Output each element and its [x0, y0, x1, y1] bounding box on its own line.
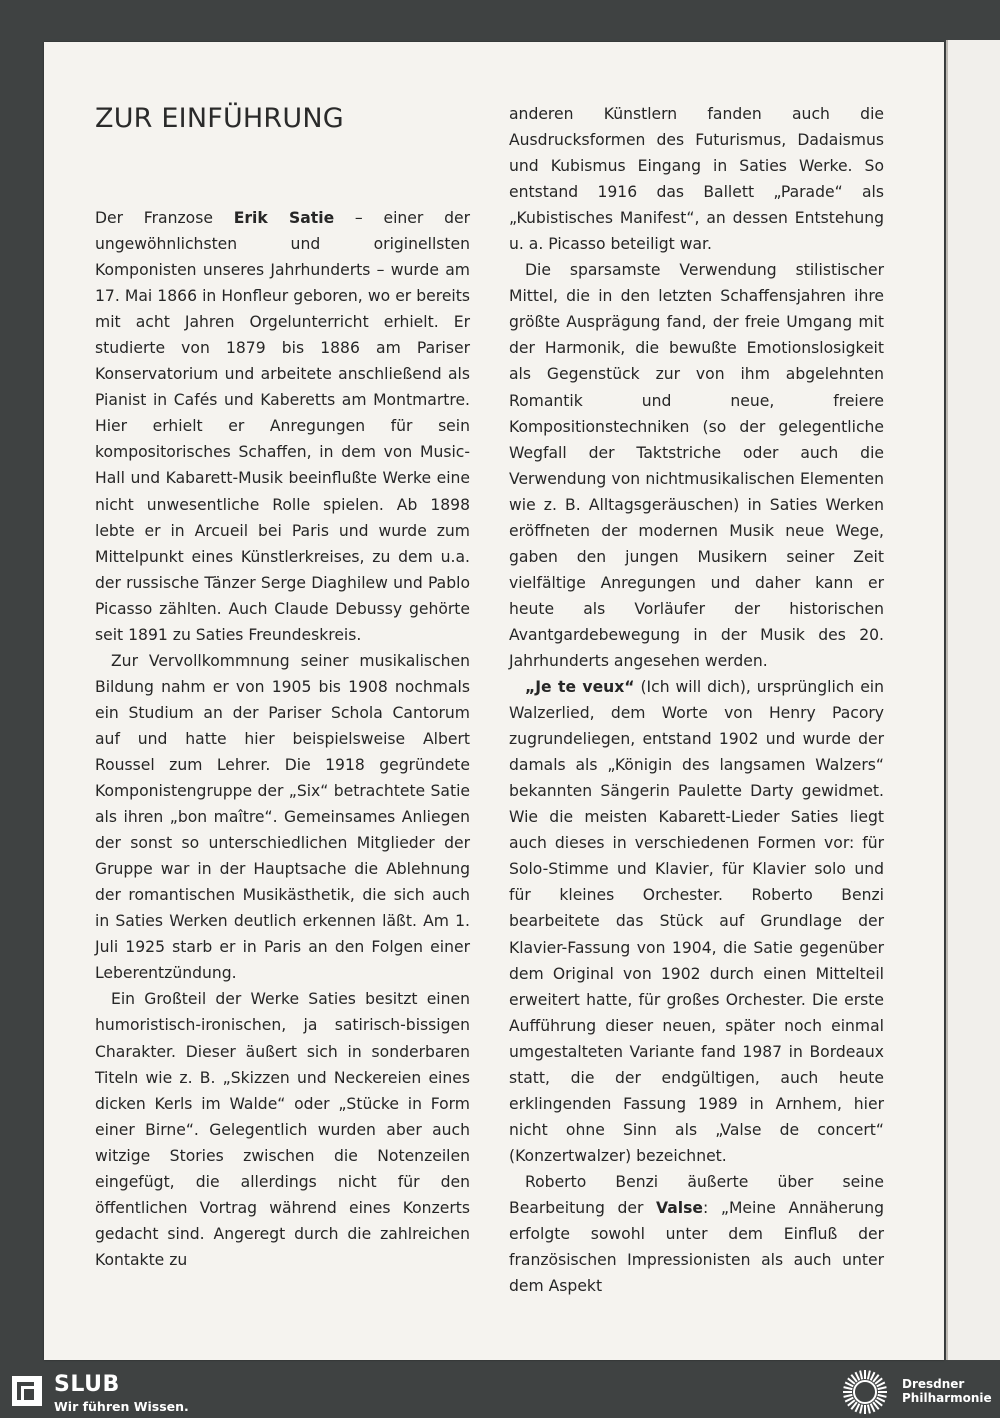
- bold-title: Valse: [656, 1198, 703, 1217]
- paragraph: Der Franzose Erik Satie – einer der ungewöhnlichsten und originellsten Komponisten unseres Jahrhunderts – wurde am 17. Mai 1866 in Honfleur geboren, wo er bereits mit acht Jahren Orgelunterricht erhielt. Er studierte von 1879 bis 1886 am Pariser Konservatorium und arbeitete anschließend als Pianist in Cafés und Kaberetts am Montmartre. Hier erhielt er Anregungen für sein kompositorisches Schaffen, in dem von Music-Hall und Kabarett-Musik beeinflußte Werke eine nicht unwesentliche Rolle spielen. Ab 1898 lebte er in Arcueil bei Paris und wurde zum Mittelpunkt eines Künstlerkreises, zu dem u.a. der russische Tänzer Serge Diaghilew und Pablo Picasso zählten. Auch Claude Debussy gehörte seit 1891 zu Saties Freundeskreis.: [95, 209, 470, 644]
- logo-ray: [855, 1372, 859, 1380]
- logo-ray: [878, 1387, 887, 1389]
- paragraph: „Je te veux“ (Ich will dich), ursprünglich ein Walzerlied, dem Worte von Henry Pacory zugrundeliegen, entstand 1902 und wurde der damals als „Königin des langsamen Walzers“ bekannten Sängerin Paulette Darty gewidmet. Wie die meisten Kabarett-Lieder Saties liegt auch dieses in verschiedenen Formen vor: für Solo-Stimme und Klavier, für Klavier solo und für kleines Orchester. Roberto Benzi bearbeitete das Stück auf Grundlage der Klavier-Fassung von 1904, die Satie gegenüber dem Original von 1902 durch einen Mittelteil erweitert hatte, für großes Orchester. Die erste Aufführung dieser neuen, später noch einmal umgestalteten Variante fand 1987 in Bordeaux statt, die der endgültigen, auch heute erklingenden Fassung 1989 in Arnhem, hier nicht ohne Sinn als „Valse de concert“ (Konzertwalzer) bezeichnet.: [509, 678, 884, 1165]
- logo-ray: [877, 1398, 885, 1402]
- partner-name: [902, 1377, 992, 1405]
- logo-ray: [860, 1405, 862, 1414]
- paragraph: Die sparsamste Verwendung stilistischer Mittel, die in den letzten Schaffensjahren ihre größte Ausprägung fand, der freie Umgang mit der Harmonik, die bewußte Emotionslosigkeit als Gegenstück zur von ihm abgelehnten Romantik und neue, freiere Kompositionstechniken (so der gelegentliche Wegfall der Taktstriche oder auch die Verwendung von nichtmusikalischen Elementen wie z. B. Alltagsgeräuschen) in Saties Werken eröffneten der modernen Musik neue Wege, gaben den jungen Musikern seiner Zeit vielfältige Anregungen und daher kann er heute als Vorläufer der historischen Avantgardebewegung in der Musik des 20. Jahrhunderts angesehen werden.: [509, 261, 884, 670]
- logo-ray: [868, 1371, 870, 1380]
- paragraph: Ein Großteil der Werke Saties besitzt einen humoristisch-ironischen, ja satirisch-bissigen Charakter. Dieser äußert sich in sonderbaren Titeln wie z. B. „Skizzen und Neckereien eines dicken Kerls im Walde“ oder „Stücke in Form einer Birne“. Gelegentlich wurden aber auch witzige Stories zwischen die Notenzeilen eingefügt, die allerdings nicht für den öffentlichen Vortrag während eines Konzerts gedacht sind. Angeregt durch die zahlreichen Kontakte zu: [95, 990, 470, 1269]
- slub-name: SLUB: [54, 1372, 120, 1397]
- logo-ray: [878, 1395, 887, 1397]
- bold-name: Erik Satie: [233, 209, 335, 227]
- logo-ray: [845, 1398, 853, 1402]
- right-text-column: [509, 101, 884, 1299]
- slub-tagline: Wir führen Wissen.: [54, 1399, 189, 1414]
- dresdner-philharmonie-logo-icon: [840, 1368, 890, 1416]
- logo-ray: [844, 1395, 853, 1397]
- logo-ray: [871, 1404, 875, 1412]
- bold-title: „Je te veux“: [525, 678, 635, 697]
- paragraph: Roberto Benzi äußerte über seine Bearbeitung der Valse: „Meine Annäherung erfolgte sowohl unter dem Einfluß der französischen Impressionisten als auch unter dem Aspekt: [509, 1172, 884, 1296]
- page-heading: ZUR EINFÜHRUNG: [95, 103, 344, 134]
- logo-ray: [844, 1387, 853, 1389]
- logo-ray: [877, 1382, 885, 1386]
- partner-name-line1: Dresdner: [902, 1377, 965, 1391]
- logo-ray: [860, 1371, 862, 1380]
- partner-name-line2: Philharmonie: [902, 1391, 992, 1405]
- left-text-column: [95, 205, 470, 1273]
- logo-ray: [845, 1382, 853, 1386]
- slub-logo-icon: [12, 1376, 42, 1406]
- logo-ray: [868, 1405, 870, 1414]
- paragraph: Zur Vervollkommnung seiner musikalischen Bildung nahm er von 1905 bis 1908 nochmals ein Studium an der Pariser Schola Cantorum auf und hatte hier beispielsweise Albert Roussel zum Lehrer. Die 1918 gegründete Komponistengruppe der „Six“ betrachtete Satie als ihren „bon maître“. Gemeinsames Anliegen der sonst so unterschiedlichen Mitglieder der Gruppe war in der Hauptsache die Ablehnung der romantischen Musikästhetik, die sich auch in Saties Werken deutlich erkennen läßt. Am 1. Juli 1925 starb er in Paris an den Folgen einer Leberentzündung.: [95, 651, 470, 983]
- adjacent-page-edge: [946, 40, 1000, 1360]
- logo-ray: [871, 1372, 875, 1380]
- paragraph: anderen Künstlern fanden auch die Ausdrucksformen des Futurismus, Dadaismus und Kubismus Eingang in Saties Werke. So entstand 1916 das Ballett „Parade“ als „Kubistisches Manifest“, an dessen Entstehung u. a. Picasso beteiligt war.: [509, 105, 884, 254]
- footer-bar: [0, 1364, 1000, 1418]
- logo-ray: [855, 1404, 859, 1412]
